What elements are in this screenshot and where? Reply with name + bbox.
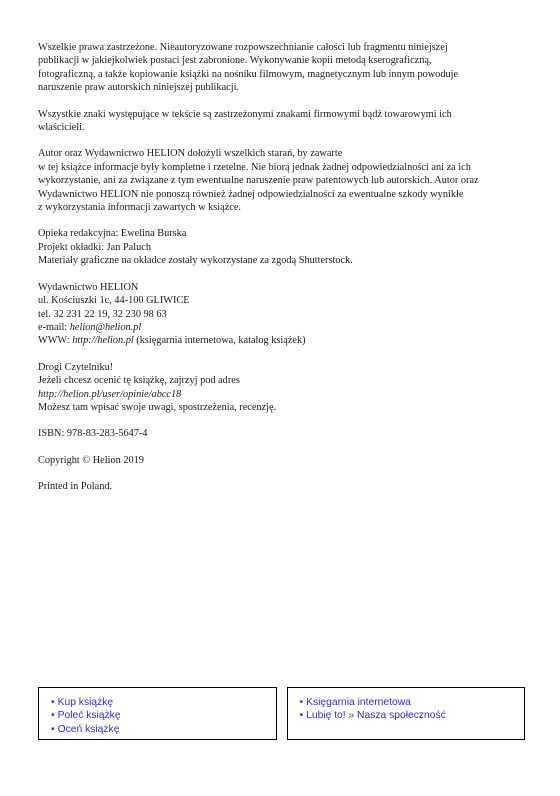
graphics-credit: Materiały graficzne na okładce zostały wykorzystane za zgodą Shutterstock. [38,255,353,267]
cover-credit: Projekt okładki: Jan Paluch [38,241,151,253]
text-line: wykorzystanie, ani za związane z tym ewentualne naruszenie praw patentowych lub autorskich. Autor oraz [38,175,479,187]
list-item [300,709,515,722]
trademarks-paragraph [38,108,528,135]
publisher-name: Wydawnictwo HELION [38,281,139,293]
rate-url: http://helion.pl/user/opinie/abcc18 [38,388,182,400]
printed-notice: Printed in Poland. [38,481,113,493]
credits-paragraph [38,227,528,267]
bullet-icon: • [299,710,304,722]
book-links-box [38,687,277,740]
buy-book-link[interactable]: Kup książkę [57,697,114,708]
reader-greeting: Drogi Czytelniku! [38,361,114,373]
links-area [38,687,525,740]
bullet-icon: • [51,710,55,722]
text-line: Autor oraz Wydawnictwo HELION dołożyli wszelkich starań, by zawarte [38,148,343,160]
rights-paragraph [38,41,528,95]
bullet-icon: • [51,723,55,735]
publisher-block [38,281,528,348]
text-line: w tej książce informacje były kompletne i rzetelne. Nie biorą jednak żadnej odpowiedzialności ani za ich [38,161,471,173]
text-line: fotograficzną, a także kopiowanie książki na nośniku filmowym, magnetycznym lub innym powoduje [38,68,459,80]
list-item [51,696,266,709]
copyright-page [38,41,528,507]
text-line: publikacji w jakiejkolwiek postaci jest zabronione. Wykonywanie kopii metodą kserograficzną, [38,55,432,67]
community-link[interactable]: Lubię to! » Nasza społeczność [306,710,446,722]
publisher-phone: tel. 32 231 22 19, 32 230 98 63 [38,308,167,320]
text-line: Wszystkie znaki występujące w tekście są zastrzeżonymi znakami firmowymi bądź towarowymi ich [38,108,452,120]
text-line: naruszenie praw autorskich niniejszej publikacji. [38,82,240,94]
community-links-box [287,687,526,740]
text-line: Wszelkie prawa zastrzeżone. Nieautoryzowane rozpowszechnianie całości lub fragmentu niniejszej [38,42,448,53]
rate-book-link[interactable]: Oceń książkę [57,723,120,735]
list-item [51,709,266,722]
bullet-icon: • [51,697,55,708]
email-label: e-mail: [38,321,70,333]
bullet-icon: • [299,697,304,708]
bookstore-link[interactable]: Księgarnia internetowa [306,697,411,708]
rate-prompt: Jeżeli chcesz ocenić tę książkę, zajrzyj pod adres [38,375,240,387]
recommend-book-link[interactable]: Poleć książkę [57,710,121,722]
reader-block [38,361,528,415]
editor-credit: Opieka redakcyjna: Ewelina Burska [38,228,187,240]
disclaimer-paragraph [38,147,528,214]
text-line: Wydawnictwo HELION nie ponoszą również żadnej odpowiedzialności za ewentualne szkody wynikłe [38,188,464,200]
list-item [51,723,266,736]
publisher-email: helion@helion.pl [69,321,142,333]
copyright-notice: Copyright © Helion 2019 [38,454,144,466]
publisher-www: http://helion.pl [72,335,134,347]
isbn: ISBN: 978-83-283-5647-4 [38,428,148,440]
www-label: WWW: [38,335,73,347]
publisher-www-line [38,334,528,347]
list-item [300,696,515,709]
text-line: z wykorzystania informacji zawartych w książce. [38,202,241,214]
www-note: (księgarnia internetowa, katalog książek) [133,335,306,347]
publisher-address: ul. Kościuszki 1c, 44-100 GLIWICE [38,295,190,307]
publisher-email-line [38,321,528,334]
rate-note: Możesz tam wpisać swoje uwagi, spostrzeżenia, recenzję. [38,401,277,413]
text-line: właścicieli. [38,122,85,134]
